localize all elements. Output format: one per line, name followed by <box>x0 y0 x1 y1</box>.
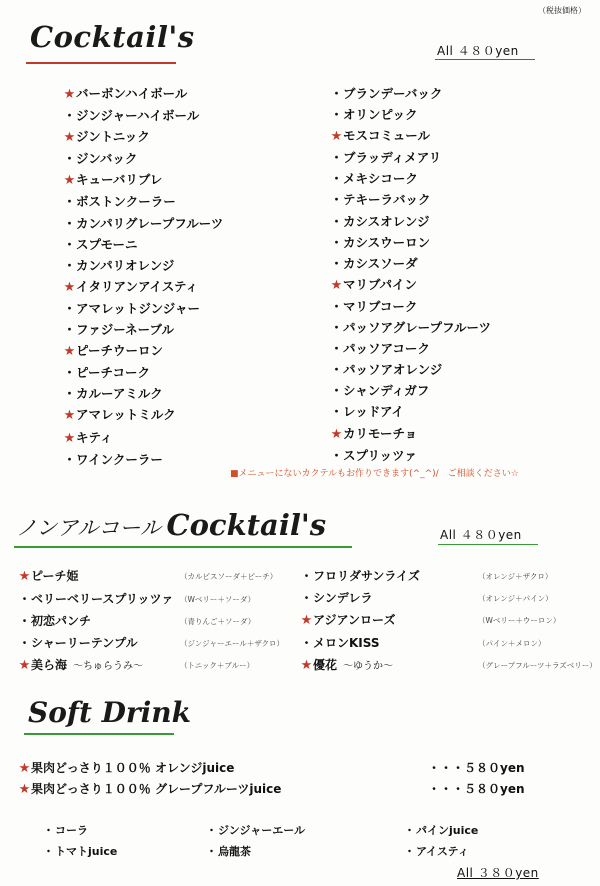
bullet-icon: ・ <box>330 192 343 208</box>
menu-item <box>63 213 223 234</box>
menu-item <box>330 380 491 401</box>
bullet-icon: ・ <box>43 845 54 858</box>
star-icon: ★ <box>63 408 76 424</box>
bullet-icon: ・ <box>300 636 313 650</box>
nonalcohol-price-rule <box>438 544 538 545</box>
juice-item-label: 果肉どっさり１００％ オレンジjuice <box>31 761 235 775</box>
juice-item-label: 果肉どっさり１００％ グレープフルーツjuice <box>31 782 282 796</box>
star-icon: ★ <box>63 279 76 295</box>
menu-item-label: フロリダサンライズ <box>313 569 420 583</box>
soft-juice-prices <box>428 758 525 800</box>
bullet-icon: ・ <box>300 569 313 583</box>
menu-item <box>63 383 223 404</box>
bullet-icon: ・ <box>63 300 76 316</box>
juice-item-price: ・・・５８０yen <box>428 761 525 775</box>
nonalcohol-title <box>16 508 326 542</box>
star-icon: ★ <box>18 569 31 584</box>
nonalcohol-left-list <box>18 565 285 678</box>
cocktails-price-rule <box>435 59 535 60</box>
menu-item <box>330 423 491 445</box>
soft-drink-label: コーラ <box>55 824 88 837</box>
menu-item <box>63 449 223 470</box>
menu-item-label: ブラッディメアリ <box>343 150 442 166</box>
menu-item-label: カシスウーロン <box>343 234 431 250</box>
nonalcohol-title-jp: ノンアルコール <box>16 516 161 540</box>
menu-item <box>330 359 491 380</box>
menu-item <box>330 253 491 274</box>
star-icon: ★ <box>330 426 343 442</box>
menu-item <box>300 587 553 609</box>
menu-item <box>300 632 546 654</box>
nonalcohol-price: All ４８０yen <box>440 528 522 542</box>
menu-item <box>63 83 223 105</box>
menu-item-label: メキシコーク <box>343 171 418 187</box>
bullet-icon: ・ <box>330 150 343 166</box>
menu-item <box>300 654 597 678</box>
menu-item-label: オリンピック <box>343 107 418 123</box>
menu-item-label: カンパリオレンジ <box>76 257 175 273</box>
menu-item <box>330 296 491 317</box>
menu-item-label: アマレットミルク <box>76 407 176 423</box>
bullet-icon: ・ <box>63 451 76 467</box>
soft-drink-label: アイスティ <box>416 845 469 858</box>
star-icon: ★ <box>18 782 31 797</box>
menu-item <box>330 338 491 359</box>
menu-item-ingredients: （カルピスソーダ＋ピーチ） <box>180 572 278 581</box>
menu-item-ingredients: （ジンジャーエール＋ザクロ） <box>180 639 285 648</box>
soft-title-rule <box>24 733 174 735</box>
bullet-icon: ・ <box>330 320 343 336</box>
star-icon: ★ <box>300 658 313 673</box>
cocktails-title: Cocktail's <box>30 20 195 54</box>
menu-item-label: ワインクーラー <box>76 451 163 467</box>
menu-item-ingredients: （Wベリー＋ウーロン） <box>478 616 561 625</box>
bullet-icon: ・ <box>404 845 415 858</box>
star-icon: ★ <box>18 761 31 776</box>
star-icon: ★ <box>330 129 343 145</box>
menu-item-label: ベリーベリースプリッツァ <box>31 592 174 606</box>
star-icon: ★ <box>18 658 31 673</box>
juice-item <box>18 758 281 779</box>
menu-item-label: カルーアミルク <box>76 386 163 402</box>
menu-item <box>330 83 491 104</box>
bullet-icon: ・ <box>330 86 343 101</box>
bullet-icon: ・ <box>330 383 343 399</box>
menu-item <box>330 445 491 466</box>
menu-item-ingredients: （オレンジ＋パイン） <box>478 594 553 603</box>
menu-item <box>63 105 223 126</box>
menu-item-label: ピーチコーク <box>76 365 151 381</box>
menu-item-label: バーボンハイボール <box>76 86 188 101</box>
menu-item <box>330 317 491 338</box>
menu-item <box>330 211 491 232</box>
menu-item-label: スプリッツァ <box>343 447 417 463</box>
bullet-icon: ・ <box>18 614 31 628</box>
bullet-icon: ・ <box>63 365 76 381</box>
menu-item-label: シャンディガフ <box>343 383 430 399</box>
menu-item <box>63 148 223 169</box>
menu-item-label: アジアンローズ <box>313 613 396 627</box>
menu-item <box>63 362 223 383</box>
menu-item <box>63 319 223 340</box>
bullet-icon: ・ <box>18 592 31 606</box>
soft-col-1 <box>42 820 117 862</box>
bullet-icon: ・ <box>63 194 76 210</box>
menu-item-label: スプモーニ <box>76 236 138 252</box>
star-icon: ★ <box>63 430 76 446</box>
soft-price: All ３８０yen <box>457 866 539 880</box>
star-icon: ★ <box>330 277 343 293</box>
menu-item-label: パッソアグレープフルーツ <box>343 320 492 336</box>
menu-item-ingredients: （パイン＋メロン） <box>478 639 546 648</box>
cocktails-left-list <box>63 83 223 470</box>
menu-item-label: イタリアンアイスティ <box>76 278 199 294</box>
soft-drink-item <box>42 820 117 841</box>
tax-note: （税抜価格） <box>538 6 586 15</box>
menu-item-label: キューバリブレ <box>76 172 163 188</box>
menu-item-ingredients: （Wベリー＋ソーダ） <box>180 595 256 604</box>
cocktails-title-rule <box>26 62 176 64</box>
bullet-icon: ・ <box>18 636 31 650</box>
menu-item-label: ジントニック <box>76 129 150 145</box>
menu-item <box>63 276 223 298</box>
menu-item-label: レッドアイ <box>343 404 404 420</box>
bullet-icon: ・ <box>206 845 217 858</box>
menu-item-label: メロンKISS <box>313 636 380 650</box>
menu-item <box>18 588 256 610</box>
bullet-icon: ・ <box>330 171 343 187</box>
menu-item <box>300 609 561 632</box>
bullet-icon: ・ <box>404 824 415 837</box>
menu-item-label: カシスソーダ <box>343 255 418 271</box>
soft-drink-item <box>403 820 478 841</box>
bullet-icon: ・ <box>330 404 343 420</box>
bullet-icon: ・ <box>63 215 76 231</box>
soft-drink-label: ジンジャーエール <box>218 824 306 837</box>
bullet-icon: ・ <box>206 824 217 837</box>
menu-item <box>63 191 223 212</box>
bullet-icon: ・ <box>63 108 76 124</box>
menu-item-label: シャーリーテンプル <box>31 636 138 650</box>
menu-item <box>18 610 256 632</box>
menu-item-label: モスコミュール <box>343 128 431 144</box>
menu-item <box>63 298 223 319</box>
menu-item-label: ジンジャーハイボール <box>76 108 200 124</box>
menu-item-label: ジンバック <box>76 151 138 167</box>
menu-item-label: マリブコーク <box>343 298 418 314</box>
soft-drink-item <box>205 820 305 841</box>
star-icon: ★ <box>300 613 313 628</box>
menu-item <box>63 340 223 362</box>
menu-item-label: シンデレラ <box>313 591 373 605</box>
nonalcohol-title-en: Cocktail's <box>166 508 327 542</box>
menu-item-label: マリブパイン <box>343 276 418 292</box>
soft-drink-label: パインjuice <box>416 824 479 837</box>
menu-item-label: カシスオレンジ <box>343 213 430 229</box>
menu-item <box>18 565 278 588</box>
menu-item-label: 初恋パンチ <box>31 614 92 628</box>
menu-item <box>300 565 553 587</box>
menu-item <box>63 126 223 148</box>
bullet-icon: ・ <box>63 322 76 338</box>
menu-item-label: カリモーチョ <box>343 425 418 441</box>
menu-item <box>63 427 223 449</box>
bullet-icon: ・ <box>330 234 343 250</box>
menu-item-label: 優花 <box>313 658 338 672</box>
menu-item <box>330 147 491 168</box>
menu-item-ingredients: （青りんご＋ソーダ） <box>180 617 256 626</box>
nonalcohol-right-list <box>300 565 597 678</box>
menu-item <box>63 169 223 191</box>
bullet-icon: ・ <box>63 236 76 252</box>
menu-item-label: パッソアコーク <box>343 341 430 357</box>
menu-item-reading: ～ちゅらうみ～ <box>73 661 144 672</box>
menu-item-label: テキーラバック <box>343 192 431 208</box>
menu-item-label: ボストンクーラー <box>76 194 176 210</box>
menu-item-reading: ～ゆうか～ <box>343 661 394 672</box>
soft-drink-item <box>205 841 305 862</box>
menu-item <box>330 125 491 147</box>
star-icon: ★ <box>63 130 76 146</box>
menu-item <box>330 189 491 210</box>
bullet-icon: ・ <box>63 386 76 402</box>
star-icon: ★ <box>63 87 76 102</box>
menu-item-label: パッソアオレンジ <box>343 362 443 378</box>
juice-item <box>18 779 281 800</box>
menu-item-label: カンパリグレープフルーツ <box>76 215 224 231</box>
menu-item-ingredients: （グレープフルーツ＋ラズベリー） <box>478 661 597 670</box>
bullet-icon: ・ <box>63 257 76 273</box>
menu-item-label: キティ <box>76 429 113 445</box>
soft-drink-item <box>42 841 117 862</box>
menu-item-label: ブランデーバック <box>343 86 443 101</box>
nonalcohol-title-rule <box>14 546 352 548</box>
soft-col-2 <box>205 820 305 862</box>
menu-item <box>63 404 223 426</box>
soft-title: Soft Drink <box>28 696 192 729</box>
menu-item <box>330 401 491 422</box>
soft-col-3 <box>403 820 478 862</box>
bullet-icon: ・ <box>300 591 313 605</box>
menu-item-label: 美ら海 <box>31 658 68 672</box>
bullet-icon: ・ <box>330 447 343 463</box>
bullet-icon: ・ <box>330 213 343 229</box>
menu-item-label: ファジーネーブル <box>76 322 175 338</box>
soft-drink-item <box>403 841 478 862</box>
bullet-icon: ・ <box>330 298 343 314</box>
menu-item <box>330 274 491 296</box>
cocktails-right-list <box>330 83 491 466</box>
menu-item <box>63 234 223 255</box>
menu-item-label: ピーチウーロン <box>76 343 164 359</box>
menu-item <box>63 255 223 276</box>
soft-drink-label: トマトjuice <box>55 845 118 858</box>
bullet-icon: ・ <box>330 107 343 123</box>
menu-item-label: アマレットジンジャー <box>76 300 201 316</box>
menu-item <box>330 104 491 125</box>
cocktails-note: ■メニューにないカクテルもお作りできます(^_^)/ ご相談ください☆ <box>230 469 519 479</box>
star-icon: ★ <box>63 344 76 360</box>
bullet-icon: ・ <box>330 341 343 357</box>
menu-item <box>18 632 285 654</box>
cocktails-price: All ４８０yen <box>437 44 519 58</box>
star-icon: ★ <box>63 173 76 189</box>
menu-item-ingredients: （オレンジ＋ザクロ） <box>478 572 553 581</box>
bullet-icon: ・ <box>63 151 76 167</box>
menu-item-label: ピーチ姫 <box>31 569 79 583</box>
bullet-icon: ・ <box>43 824 54 837</box>
soft-drink-label: 烏龍茶 <box>218 845 251 858</box>
bullet-icon: ・ <box>330 362 343 378</box>
menu-item <box>330 168 491 189</box>
soft-juice-list <box>18 758 281 800</box>
menu-item <box>18 654 255 678</box>
juice-item-price: ・・・５８０yen <box>428 782 525 796</box>
bullet-icon: ・ <box>330 255 343 271</box>
menu-item-ingredients: （トニック＋ブルー） <box>180 661 255 670</box>
menu-item <box>330 232 491 253</box>
